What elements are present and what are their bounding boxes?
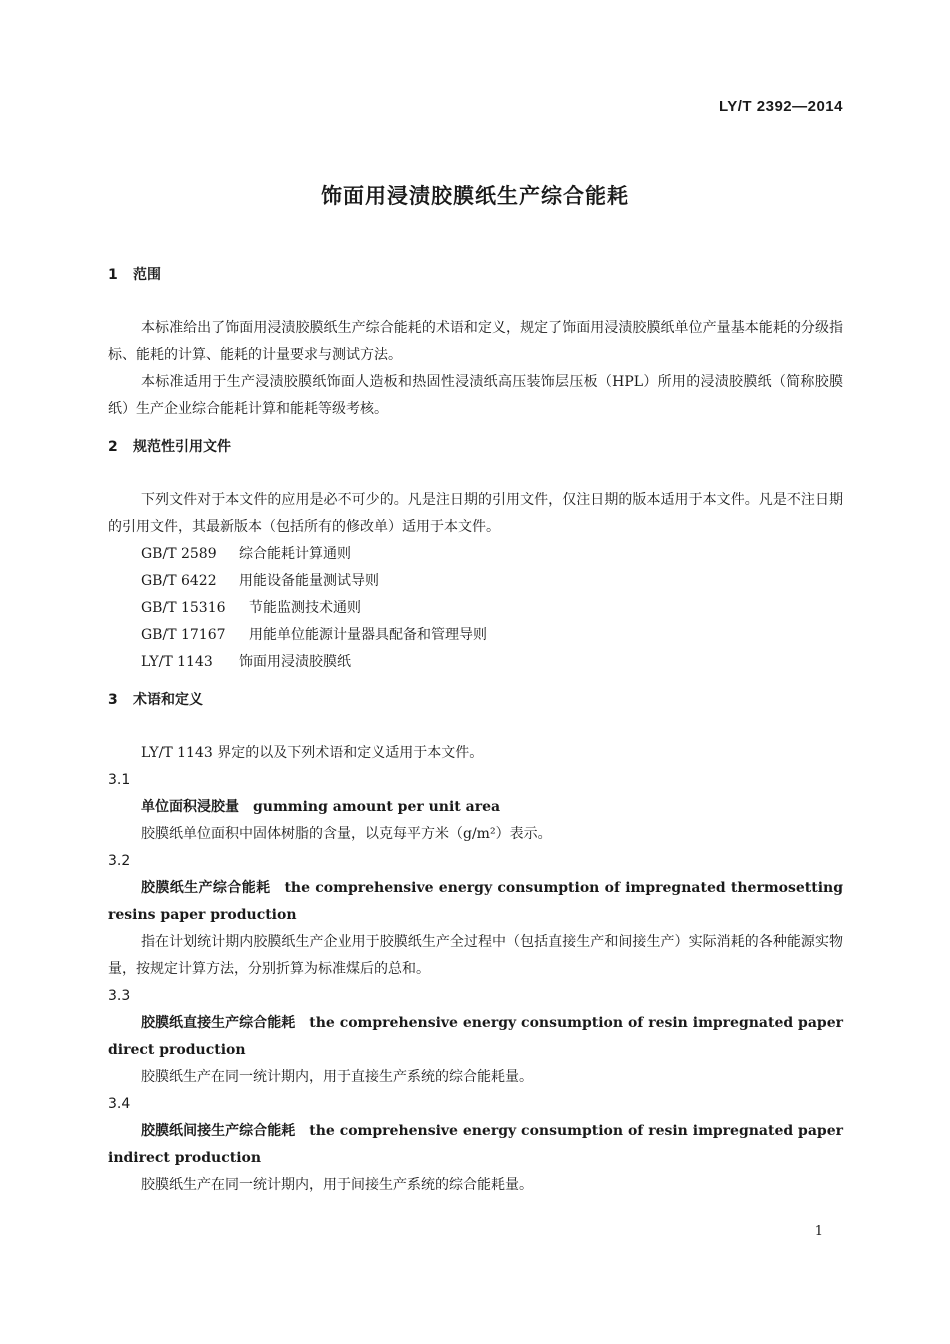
section-number: 3 <box>108 692 118 708</box>
term-chinese: 胶膜纸间接生产综合能耗 <box>141 1123 296 1139</box>
terms-intro: LY/T 1143 界定的以及下列术语和定义适用于本文件。 <box>141 745 484 761</box>
term-definition: 胶膜纸生产在同一统计期内，用于直接生产系统的综合能耗量。 <box>141 1069 533 1085</box>
term-heading <box>108 794 843 821</box>
term-definition: 胶膜纸单位面积中固体树脂的含量，以克每平方米（g/m²）表示。 <box>141 826 552 842</box>
term-number: 3.1 <box>108 772 131 788</box>
reference-code: GB/T 2589 <box>141 546 217 562</box>
reference-code: LY/T 1143 <box>141 654 213 670</box>
page-number: 1 <box>814 1224 823 1239</box>
reference-item <box>108 541 843 568</box>
term-heading <box>108 875 843 929</box>
term-chinese: 单位面积浸胶量 <box>141 799 239 815</box>
section-title: 规范性引用文件 <box>133 439 231 455</box>
reference-item <box>108 649 843 676</box>
section-number: 2 <box>108 439 118 455</box>
term-definition: 胶膜纸生产在同一统计期内，用于间接生产系统的综合能耗量。 <box>141 1177 533 1193</box>
term-english: the comprehensive energy consumption of impregnated thermosetting resins paper production <box>108 880 843 923</box>
term-number: 3.4 <box>108 1096 131 1112</box>
standard-code: LY/T 2392—2014 <box>718 98 843 115</box>
references-intro: 下列文件对于本文件的应用是必不可少的。凡是注日期的引用文件，仅注日期的版本适用于本文件。凡是不注日期的引用文件，其最新版本（包括所有的修改单）适用于本文件。 <box>108 492 843 535</box>
reference-title: 节能监测技术通则 <box>249 600 361 616</box>
term-heading <box>108 1118 843 1172</box>
reference-code: GB/T 17167 <box>141 627 226 643</box>
term-number: 3.3 <box>108 988 131 1004</box>
reference-title: 综合能耗计算通则 <box>239 546 351 562</box>
section-heading-scope <box>108 262 843 289</box>
term-english: gumming amount per unit area <box>253 799 501 815</box>
reference-title: 用能单位能源计量器具配备和管理导则 <box>249 627 487 643</box>
reference-code: GB/T 15316 <box>141 600 226 616</box>
term-english: the comprehensive energy consumption of resin impregnated paper direct production <box>108 1015 843 1058</box>
reference-item <box>108 568 843 595</box>
term-definition: 指在计划统计期内胶膜纸生产企业用于胶膜纸生产全过程中（包括直接生产和间接生产）实际消耗的各种能源实物量，按规定计算方法，分别折算为标准煤后的总和。 <box>108 934 843 977</box>
reference-code: GB/T 6422 <box>141 573 217 589</box>
reference-title: 用能设备能量测试导则 <box>239 573 379 589</box>
scope-paragraph-2: 本标准适用于生产浸渍胶膜纸饰面人造板和热固性浸渍纸高压装饰层压板（HPL）所用的浸渍胶膜纸（简称胶膜纸）生产企业综合能耗计算和能耗等级考核。 <box>108 374 843 417</box>
scope-paragraph-1: 本标准给出了饰面用浸渍胶膜纸生产综合能耗的术语和定义，规定了饰面用浸渍胶膜纸单位产量基本能耗的分级指标、能耗的计算、能耗的计量要求与测试方法。 <box>108 320 843 363</box>
term-number: 3.2 <box>108 853 131 869</box>
term-chinese: 胶膜纸生产综合能耗 <box>141 880 271 896</box>
section-title: 范围 <box>133 267 161 283</box>
term-english: the comprehensive energy consumption of resin impregnated paper indirect production <box>108 1123 843 1166</box>
section-number: 1 <box>108 267 118 283</box>
term-heading <box>108 1010 843 1064</box>
reference-item <box>108 622 843 649</box>
document-title: 饰面用浸渍胶膜纸生产综合能耗 <box>321 184 629 208</box>
reference-title: 饰面用浸渍胶膜纸 <box>239 654 351 670</box>
reference-item <box>108 595 843 622</box>
section-title: 术语和定义 <box>133 692 203 708</box>
document-body <box>108 262 843 1199</box>
term-chinese: 胶膜纸直接生产综合能耗 <box>141 1015 296 1031</box>
section-heading-terms <box>108 687 843 714</box>
section-heading-normative-references <box>108 434 843 461</box>
